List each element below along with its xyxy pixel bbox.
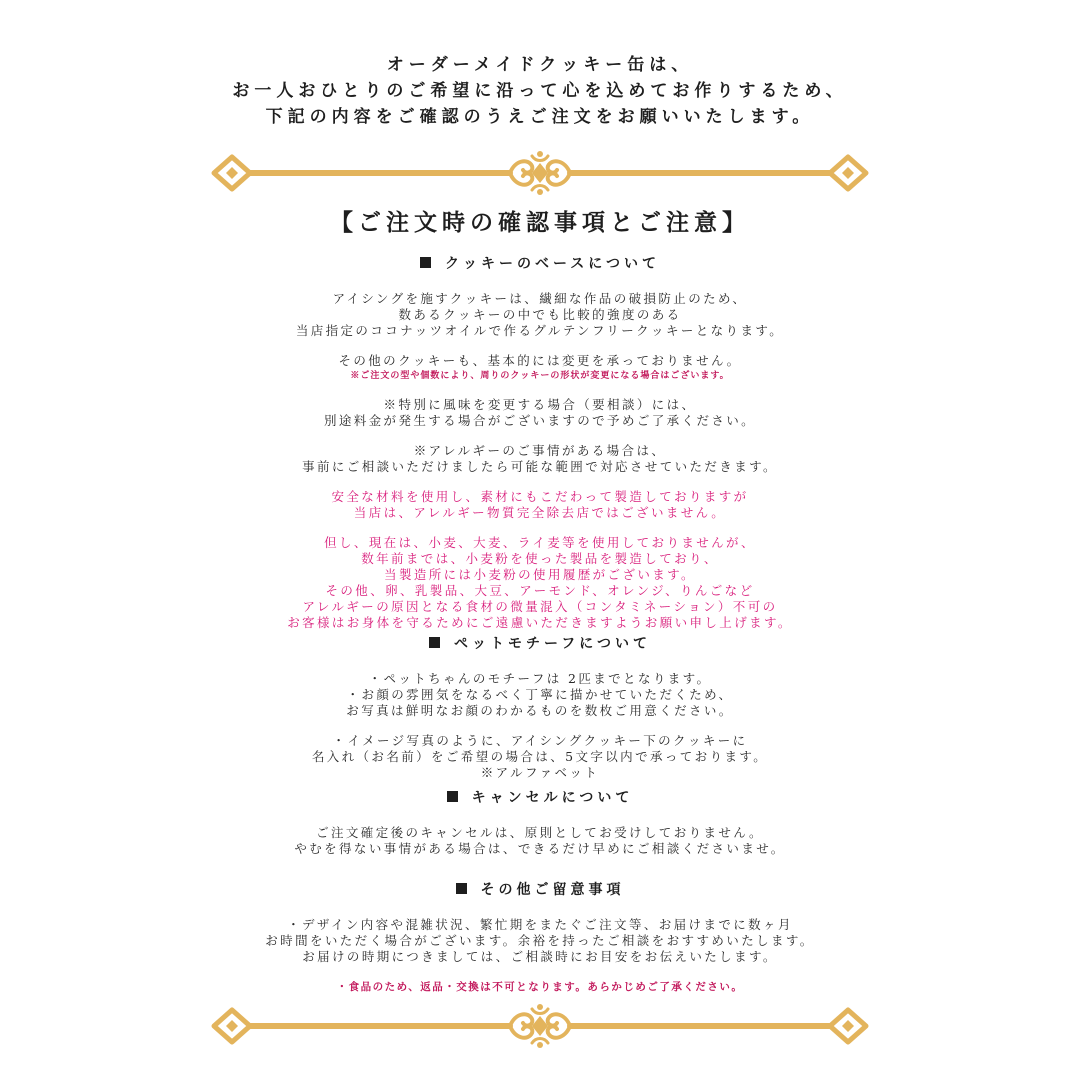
paragraph	[0, 535, 1080, 631]
text-line: ※アルファベット	[480, 765, 600, 780]
paragraph	[0, 489, 1080, 521]
text-line: 別途料金が発生する場合がございますので予めご了承ください。	[323, 413, 757, 428]
intro-line: 下記の内容をご確認のうえご注文をお願いいたします。	[265, 107, 815, 127]
text-line: 事前にご相談いただけましたら可能な範囲で対応させていただきます。	[302, 459, 778, 474]
text-line: その他のクッキーも、基本的には変更を承っておりません。	[338, 353, 742, 368]
text-line: ・イメージ写真のように、アイシングクッキー下のクッキーに	[332, 733, 748, 748]
text-line: 当店指定のココナッツオイルで作るグルテンフリークッキーとなります。	[295, 323, 785, 338]
text-line: 名入れ（お名前）をご希望の場合は、5文字以内で承っております。	[311, 749, 769, 764]
paragraph	[0, 443, 1080, 475]
paragraph	[0, 671, 1080, 719]
text-line: ・ペットちゃんのモチーフは 2匹までとなります。	[368, 671, 712, 686]
warning-line: お客様はお身体を守るためにご遠慮いただきますようお願い申し上げます。	[287, 615, 793, 630]
intro-text	[0, 52, 1080, 130]
warning-line: 安全な材料を使用し、素材にもこだわって製造しておりますが	[331, 489, 749, 504]
paragraph	[0, 825, 1080, 857]
text-line: 数あるクッキーの中でも比較的強度のある	[398, 307, 682, 322]
section-heading-label: その他ご留意事項	[480, 882, 625, 898]
warning-line: 当店は、アレルギー物質完全除去店ではございません。	[353, 505, 727, 520]
warning-line: アレルギーの原因となる食材の微量混入（コンタミネーション）不可の	[302, 599, 778, 614]
bottom-ornament-icon	[210, 1003, 870, 1049]
note-line: ※ご注文の型や個数により、周りのクッキーの形状が変更になる場合はございます。	[350, 371, 730, 381]
square-bullet-icon	[456, 883, 467, 894]
paragraph	[0, 917, 1080, 965]
warning-line: 数年前までは、小麦粉を使った製品を製造しており、	[361, 551, 719, 566]
intro-line: オーダーメイドクッキー缶は、	[386, 55, 694, 75]
section-pet-motif	[0, 633, 1080, 795]
text-line: やむを得ない事情がある場合は、できるだけ早めにご相談くださいませ。	[294, 841, 786, 856]
section-cookie-base	[0, 253, 1080, 645]
warning-line: その他、卵、乳製品、大豆、アーモンド、オレンジ、りんごなど	[325, 583, 755, 598]
text-line: ・デザイン内容や混雑状況、繁忙期をまたぐご注文等、お届けまでに数ヶ月	[287, 917, 793, 932]
top-ornament-icon	[210, 150, 870, 196]
paragraph	[0, 397, 1080, 429]
warning-line: 当製造所には小麦粉の使用履歴がございます。	[384, 567, 696, 582]
square-bullet-icon	[429, 637, 440, 648]
text-line: ・お顔の雰囲気をなるべく丁寧に描かせていただくため、	[346, 687, 734, 702]
text-line: ※特別に風味を変更する場合（要相談）には、	[383, 397, 697, 412]
page-title: 【ご注文時の確認事項とご注意】	[330, 209, 750, 236]
paragraph	[0, 979, 1080, 995]
section-heading	[0, 879, 1080, 899]
paragraph	[0, 733, 1080, 781]
section-heading	[0, 633, 1080, 653]
warning-line: 但し、現在は、小麦、大麦、ライ麦等を使用しておりませんが、	[324, 535, 756, 550]
text-line: ※アレルギーのご事情がある場合は、	[413, 443, 667, 458]
text-line: お届けの時期につきましては、ご相談時にお目安をお伝えいたします。	[302, 949, 778, 964]
section-heading	[0, 787, 1080, 807]
section-heading-label: ペットモチーフについて	[453, 636, 652, 652]
section-other-notes	[0, 879, 1080, 1009]
square-bullet-icon	[420, 257, 431, 268]
text-line: アイシングを施すクッキーは、繊細な作品の破損防止のため、	[332, 291, 748, 306]
square-bullet-icon	[447, 791, 458, 802]
text-line: お時間をいただく場合がございます。余裕を持ったご相談をおすすめいたします。	[265, 933, 815, 948]
section-heading-label: キャンセルについて	[471, 790, 634, 806]
section-heading	[0, 253, 1080, 273]
paragraph	[0, 353, 1080, 383]
paragraph	[0, 291, 1080, 339]
section-cancel	[0, 787, 1080, 871]
text-line: ご注文確定後のキャンセルは、原則としてお受けしておりません。	[316, 825, 764, 840]
intro-line: お一人おひとりのご希望に沿って心を込めてお作りするため、	[232, 81, 848, 101]
section-heading-label: クッキーのベースについて	[444, 256, 661, 272]
warning-line: ・食品のため、返品・交換は不可となります。あらかじめご了承ください。	[336, 981, 744, 993]
text-line: お写真は鮮明なお顔のわかるものを数枚ご用意ください。	[346, 703, 734, 718]
